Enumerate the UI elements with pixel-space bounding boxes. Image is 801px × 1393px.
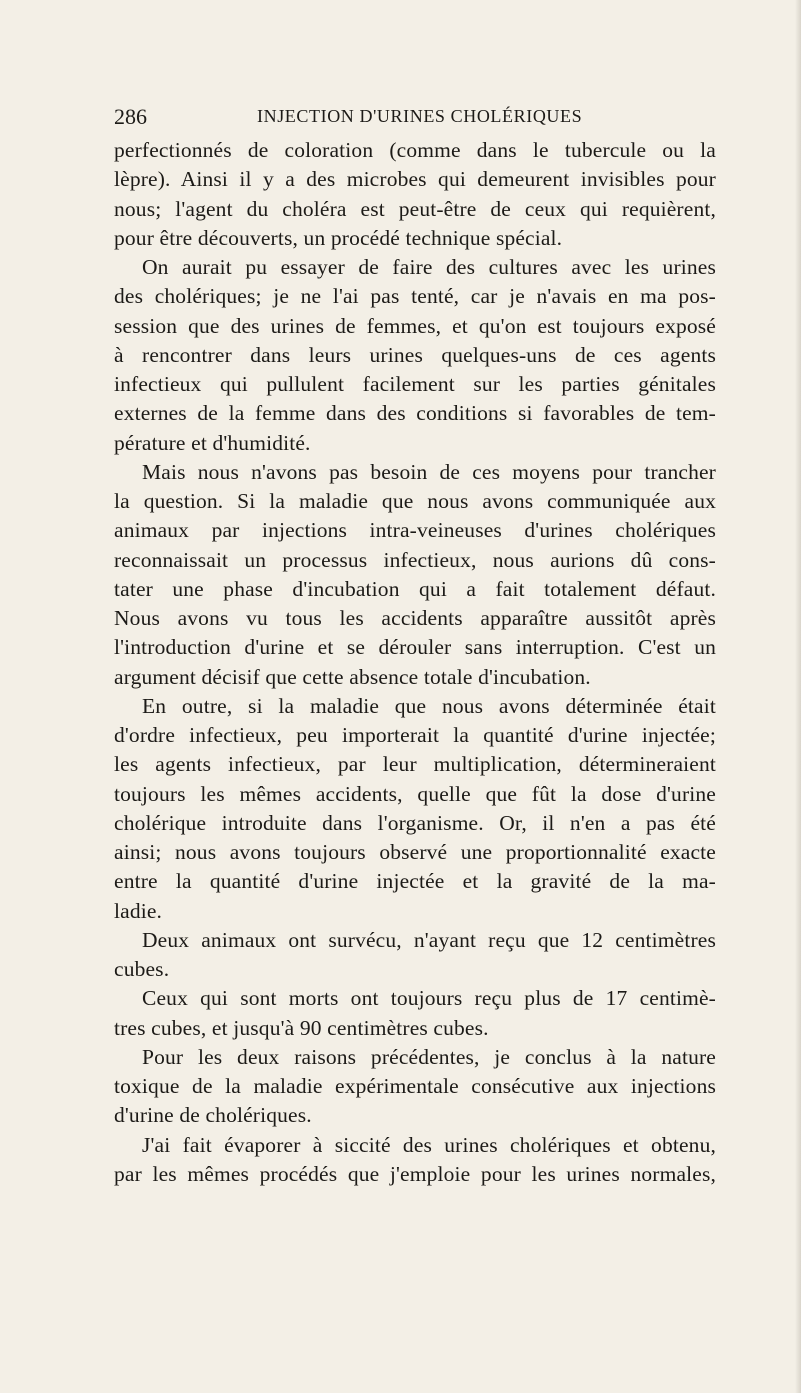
text-line: J'ai fait évaporer à siccité des urines cholériques et obtenu, <box>142 1132 716 1157</box>
page-number: 286 <box>114 104 147 129</box>
text-line: d'urine de cholériques. <box>114 1103 312 1128</box>
running-title: INJECTION D'URINES CHOLÉRIQUES <box>257 106 583 126</box>
text-line: à rencontrer dans leurs urines quelques-uns de ces agents <box>114 342 716 367</box>
text-line: perfectionnés de coloration (comme dans le tubercule ou la <box>114 138 716 162</box>
text-line: la question. Si la maladie que nous avons communiquée aux <box>114 489 716 513</box>
page-edge-shadow <box>795 0 801 1393</box>
text-line: Pour les deux raisons précédentes, je conclus à la nature <box>142 1044 716 1069</box>
text-line: Nous avons vu tous les accidents apparaître aussitôt après <box>114 606 716 630</box>
text-line: argument décisif que cette absence totale d'incubation. <box>114 664 591 689</box>
text-line: nous; l'agent du choléra est peut-être de ceux qui requièrent, <box>114 196 716 221</box>
text-line: les agents infectieux, par leur multiplication, détermineraient <box>114 752 716 777</box>
text-line: infectieux qui pullulent facilement sur les parties génitales <box>114 372 716 396</box>
text-line: session que des urines de femmes, et qu'on est toujours exposé <box>114 313 716 338</box>
text-line: lèpre). Ainsi il y a des microbes qui demeurent invisibles pour <box>114 167 716 192</box>
text-line: Mais nous n'avons pas besoin de ces moyens pour trancher <box>142 459 716 484</box>
text-line: Ceux qui sont morts ont toujours reçu plus de 17 centimè- <box>142 986 716 1011</box>
text-line: animaux par injections intra-veineuses d'urines cholériques <box>114 518 716 543</box>
text-line: cubes. <box>114 957 170 981</box>
text-line: ladie. <box>114 898 163 923</box>
text-line: entre la quantité d'urine injectée et la gravité de la ma- <box>114 869 716 894</box>
text-line: des cholériques; je ne l'ai pas tenté, car je n'avais en ma pos- <box>114 284 716 309</box>
text-line: tres cubes, et jusqu'à 90 centimètres cubes. <box>114 1015 489 1040</box>
text-line: toxique de la maladie expérimentale consécutive aux injections <box>114 1074 716 1098</box>
text-line: reconnaissait un processus infectieux, nous aurions dû cons- <box>114 547 716 572</box>
page-header <box>114 102 714 134</box>
text-line: cholérique introduite dans l'organisme. Or, il n'en a pas été <box>114 810 716 835</box>
text-line: pérature et d'humidité. <box>114 430 311 455</box>
text-line: On aurait pu essayer de faire des cultures avec les urines <box>142 255 716 279</box>
text-line: par les mêmes procédés que j'emploie pour les urines normales, <box>114 1161 716 1186</box>
text-line: toujours les mêmes accidents, quelle que fût la dose d'urine <box>114 781 716 806</box>
body-text <box>114 136 716 1189</box>
text-line: externes de la femme dans des conditions si favorables de tem- <box>114 401 716 426</box>
text-line: ainsi; nous avons toujours observé une proportionnalité exacte <box>114 840 716 864</box>
text-line: pour être découverts, un procédé technique spécial. <box>114 225 563 250</box>
text-line: Deux animaux ont survécu, n'ayant reçu que 12 centimètres <box>142 927 716 952</box>
text-line: En outre, si la maladie que nous avons déterminée était <box>142 693 716 718</box>
text-line: l'introduction d'urine et se dérouler sans interruption. C'est un <box>114 635 716 660</box>
text-line: d'ordre infectieux, peu importerait la quantité d'urine injectée; <box>114 723 716 747</box>
text-line: tater une phase d'incubation qui a fait totalement défaut. <box>114 576 716 601</box>
